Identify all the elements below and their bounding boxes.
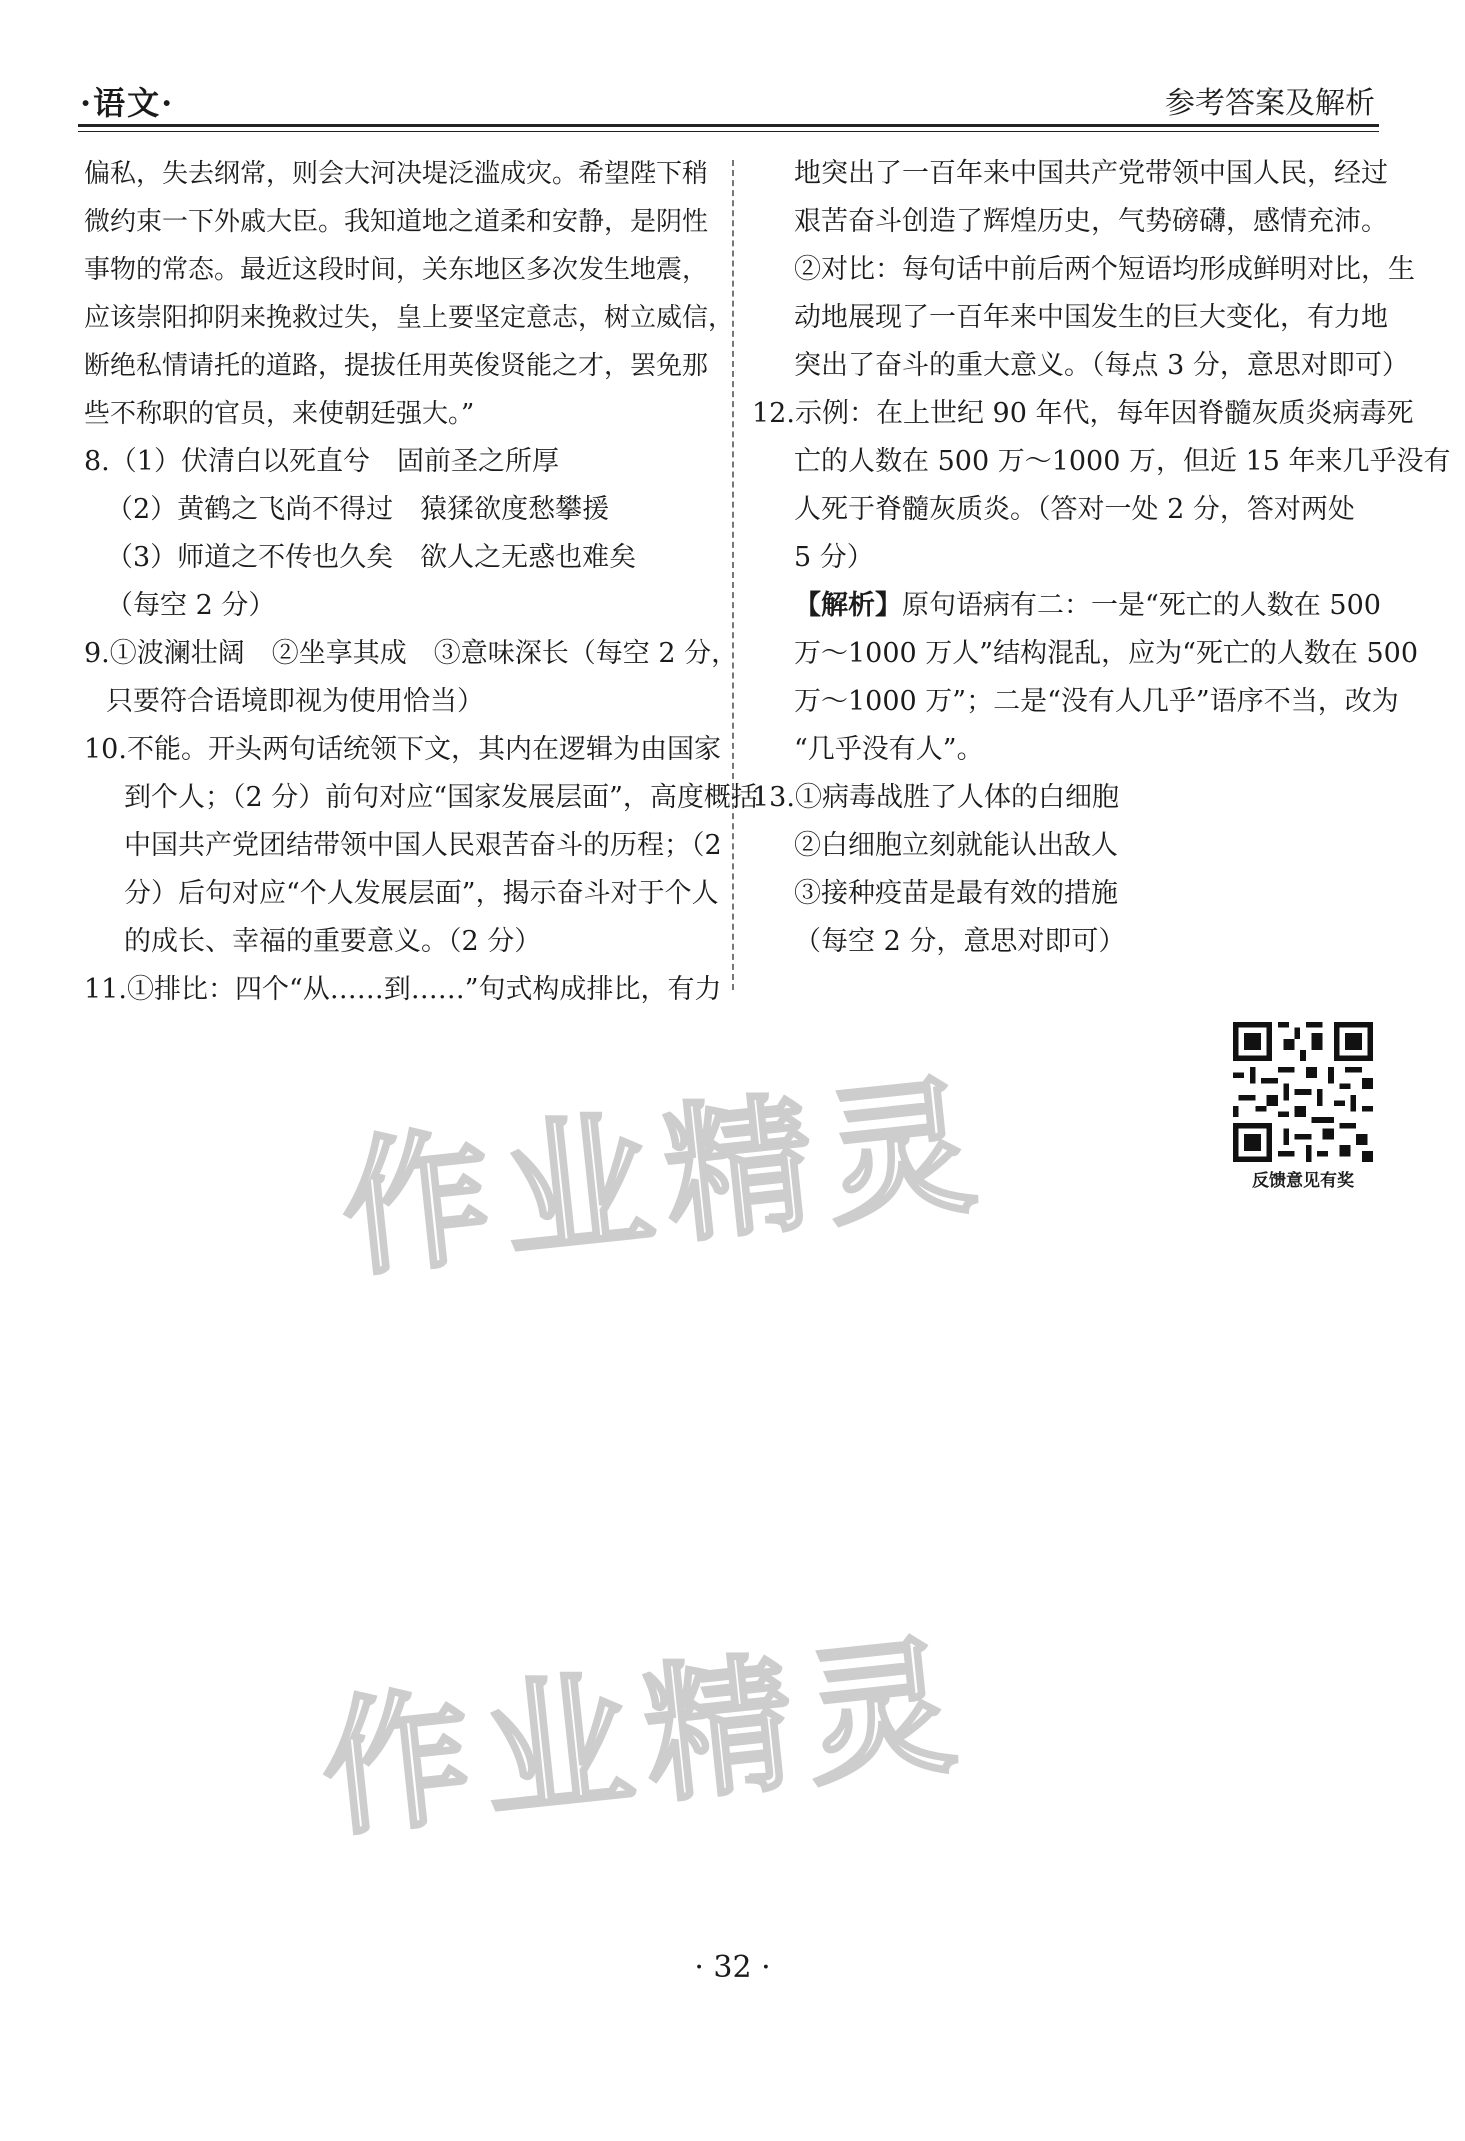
qr-caption: 反馈意见有奖	[1252, 1171, 1354, 1191]
answer-line: 10.不能。开头两句话统领下文，其内在逻辑为由国家	[84, 734, 721, 765]
passage-line: 微约束一下外戚大臣。我知道地之道柔和安静，是阴性	[84, 207, 709, 237]
answer-10	[84, 726, 758, 966]
subject-label: ·语文·	[80, 84, 175, 122]
answer-11-continued	[752, 150, 1415, 390]
left-column	[84, 150, 758, 1014]
feedback-qr-code[interactable]	[1233, 1022, 1373, 1162]
page-header-title: 参考答案及解析	[1165, 86, 1375, 121]
analysis-text: 原句语病有二：一是“死亡的人数在 500	[902, 590, 1381, 621]
answer-line: 5 分）	[794, 542, 874, 573]
answer-line: 11.①排比：四个“从……到……”句式构成排比，有力	[84, 974, 722, 1005]
analysis-line: “几乎没有人”。	[794, 734, 984, 765]
answer-line: 12.示例：在上世纪 90 年代，每年因脊髓灰质炎病毒死	[752, 398, 1414, 429]
answer-line: 分）后句对应“个人发展层面”，揭示奋斗对于个人	[124, 878, 719, 909]
answer-line: 人死于脊髓灰质炎。（答对一处 2 分，答对两处	[794, 494, 1355, 525]
answer-line: 突出了奋斗的重大意义。（每点 3 分，意思对即可）	[794, 350, 1409, 381]
watermark-logo: 作业精灵	[314, 1618, 977, 1858]
passage-line: 偏私，失去纲常，则会大河决堤泛滥成灾。希望陛下稍	[84, 159, 709, 189]
answer-line: 动地展现了一百年来中国发生的巨大变化，有力地	[794, 302, 1388, 333]
header-rule	[78, 124, 1379, 127]
page-number: · 32 ·	[694, 1950, 771, 1985]
answer-line: （2）黄鹤之飞尚不得过 猿猱欲度愁攀援	[106, 494, 610, 525]
answer-13	[752, 774, 1384, 966]
answer-line: （每空 2 分，意思对即可）	[794, 926, 1126, 957]
answer-11	[84, 966, 722, 1014]
passage-line: 事物的常态。最近这段时间，关东地区多次发生地震，	[84, 255, 709, 285]
analysis-line: 万～1000 万人”结构混乱，应为“死亡的人数在 500	[794, 638, 1419, 669]
answer-line: （3）师道之不传也久矣 欲人之无惑也难矣	[106, 542, 637, 573]
answer-line: （每空 2 分）	[106, 590, 276, 621]
translation-passage	[84, 150, 735, 438]
answer-9	[84, 630, 739, 726]
answer-line: 中国共产党团结带领中国人民艰苦奋斗的历程；（2	[124, 830, 722, 861]
header-rule-thin	[78, 131, 1379, 132]
answer-line: ②对比：每句话中前后两个短语均形成鲜明对比，生	[794, 254, 1415, 285]
column-divider	[732, 160, 734, 990]
answer-line: 只要符合语境即视为使用恰当）	[106, 686, 484, 717]
analysis-line: 万～1000 万”；二是“没有人几乎”语序不当，改为	[794, 686, 1399, 717]
answer-line: 的成长、幸福的重要意义。（2 分）	[124, 926, 542, 957]
answer-line: 亡的人数在 500 万～1000 万，但近 15 年来几乎没有	[794, 446, 1451, 477]
answer-line: ②白细胞立刻就能认出敌人	[794, 830, 1118, 861]
answer-line: 到个人；（2 分）前句对应“国家发展层面”，高度概括	[124, 782, 758, 813]
passage-line: 断绝私情请托的道路，提拔任用英俊贤能之才，罢免那	[84, 351, 709, 381]
passage-line: 应该崇阳抑阴来挽救过失，皇上要坚定意志，树立威信，	[84, 303, 735, 333]
answer-line: 8.（1）伏清白以死直兮 固前圣之所厚	[84, 446, 559, 477]
answer-line: ③接种疫苗是最有效的措施	[794, 878, 1118, 909]
answer-line: 艰苦奋斗创造了辉煌历史，气势磅礴，感情充沛。	[794, 206, 1388, 237]
analysis-line	[752, 582, 1384, 630]
answer-line: 9.①波澜壮阔 ②坐享其成 ③意味深长（每空 2 分，	[84, 638, 739, 669]
watermark-logo: 作业精灵	[334, 1058, 997, 1298]
answer-line: 13.①病毒战胜了人体的白细胞	[752, 782, 1119, 813]
analysis-label: 【解析】	[794, 590, 902, 621]
passage-line: 些不称职的官员，来使朝廷强大。”	[84, 399, 475, 429]
answer-line: 地突出了一百年来中国共产党带领中国人民，经过	[794, 158, 1388, 189]
answer-8	[84, 438, 714, 630]
answer-12	[752, 390, 1451, 774]
right-column	[752, 150, 1451, 966]
